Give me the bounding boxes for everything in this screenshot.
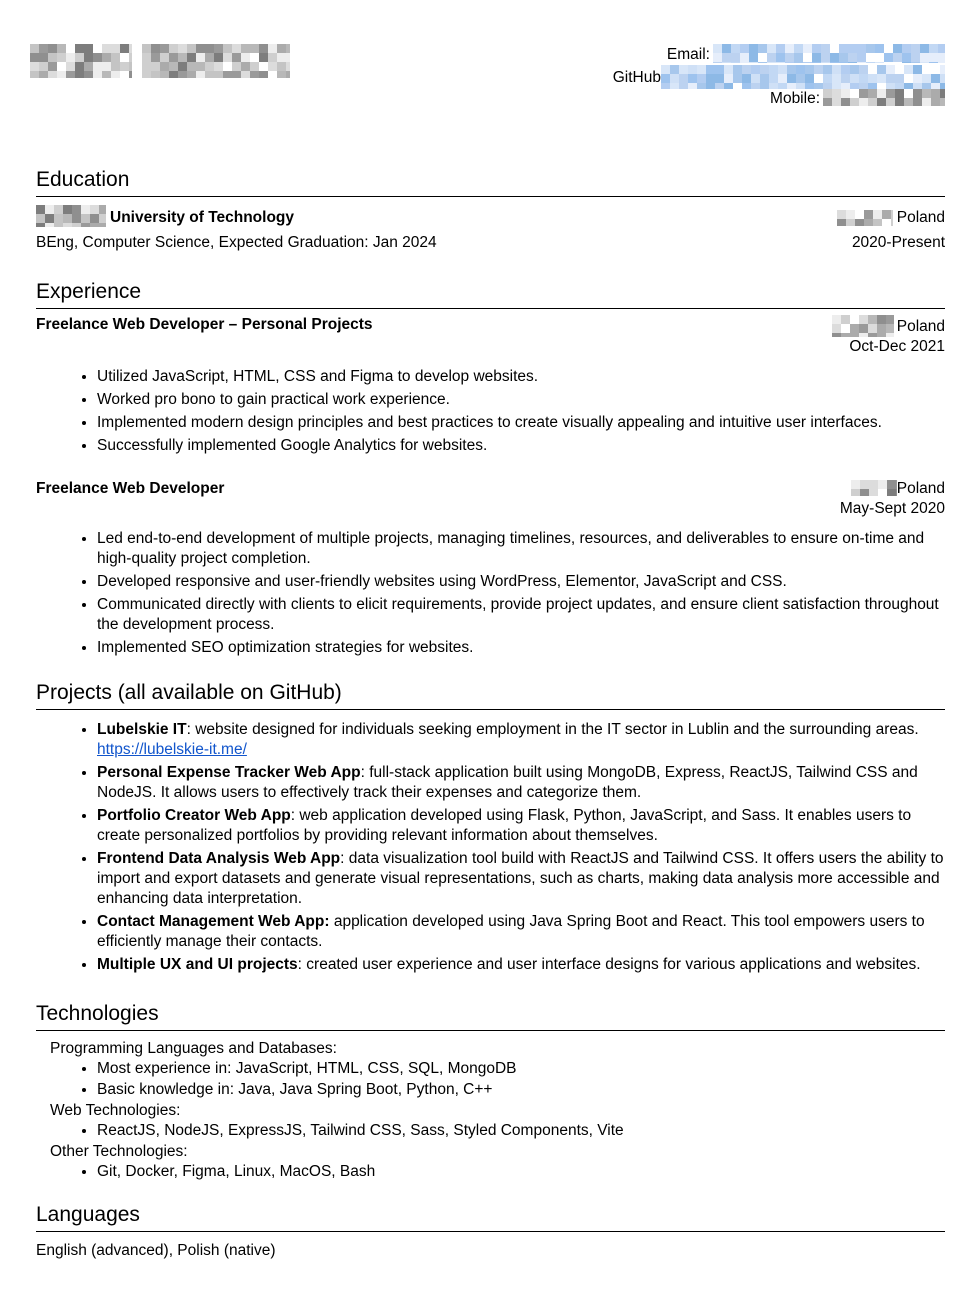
tech-bullet: • Basic knowledge in: Java, Java Spring Boot, Python, C++ bbox=[97, 1080, 945, 1100]
job-meta bbox=[840, 479, 945, 519]
tech-bullets bbox=[36, 1121, 945, 1141]
tech-group-label: Web Technologies: bbox=[50, 1102, 181, 1119]
project-name: Personal Expense Tracker Web App bbox=[97, 764, 361, 781]
job-title: Freelance Web Developer – Personal Projects bbox=[36, 316, 373, 333]
project-item bbox=[97, 955, 945, 975]
project-description: : data visualization tool build with ReactJS and Tailwind CSS. It offers users the ability to import and export datasets and generate visual representations, such as charts, making data analysis more accessible and enhancing data interpretation. bbox=[97, 850, 944, 907]
candidate-name-redacted bbox=[30, 44, 290, 78]
job-country: Poland bbox=[896, 480, 945, 497]
projects-title: Projects (all available on GitHub) bbox=[36, 680, 945, 710]
job-dates: Oct-Dec 2021 bbox=[849, 338, 945, 355]
mobile-value-redacted bbox=[823, 89, 945, 106]
project-link[interactable]: https://lubelskie-it.me/ bbox=[97, 741, 247, 758]
job-head bbox=[36, 315, 945, 357]
job-bullet: • Implemented modern design principles and best practices to create visually appealing and intuitive user interfaces. bbox=[97, 413, 945, 433]
technologies-title: Technologies bbox=[36, 1001, 945, 1031]
job-bullet: • Worked pro bono to gain practical work experience. bbox=[97, 390, 945, 410]
education-title: Education bbox=[36, 167, 945, 197]
project-description: application developed using Java Spring Boot and React. This tool empowers users to efficiently manage their contacts. bbox=[97, 913, 925, 950]
job-head bbox=[36, 479, 945, 519]
job-bullet: • Successfully implemented Google Analytics for websites. bbox=[97, 436, 945, 456]
job-entry-1 bbox=[36, 315, 945, 456]
email-value-redacted bbox=[713, 44, 945, 63]
tech-group-web bbox=[36, 1101, 945, 1141]
institution-name: University of Technology bbox=[110, 209, 295, 226]
institution-city-redacted bbox=[36, 205, 106, 227]
job-city-redacted bbox=[832, 315, 894, 337]
project-name: Multiple UX and UI projects bbox=[97, 956, 298, 973]
job-dates: May-Sept 2020 bbox=[839, 500, 945, 517]
job-bullets bbox=[36, 367, 945, 456]
education-degree: BEng, Computer Science, Expected Graduation: Jan 2024 bbox=[36, 234, 437, 251]
tech-bullet: • Most experience in: JavaScript, HTML, CSS, SQL, MongoDB bbox=[97, 1059, 945, 1079]
contact-mobile-row bbox=[613, 89, 945, 109]
contact-email-row bbox=[613, 44, 945, 65]
project-name: Portfolio Creator Web App bbox=[97, 807, 291, 824]
project-item bbox=[97, 763, 945, 803]
section-technologies bbox=[36, 1001, 945, 1182]
job-bullet: • Implemented SEO optimization strategies for websites. bbox=[97, 638, 945, 658]
job-title: Freelance Web Developer bbox=[36, 480, 225, 497]
education-location bbox=[837, 208, 945, 228]
contact-info bbox=[613, 44, 945, 109]
job-bullet: • Communicated directly with clients to elicit requirements, provide project updates, and ensure client satisfaction throughout the development process. bbox=[97, 595, 945, 635]
education-dates: 2020-Present bbox=[851, 234, 945, 251]
section-experience bbox=[36, 279, 945, 658]
education-country: Poland bbox=[896, 209, 945, 226]
project-description: : full-stack application built using MongoDB, Express, ReactJS, Tailwind CSS and NodeJS. It allows users to effectively track their expenses and categorize them. bbox=[97, 764, 918, 801]
job-city-redacted bbox=[851, 480, 897, 496]
education-city-redacted bbox=[837, 210, 893, 226]
section-projects bbox=[36, 680, 945, 975]
experience-title: Experience bbox=[36, 279, 945, 309]
project-description: : web application developed using Flask, Python, JavaScript, and Sass. It enables users to create personalized portfolios by providing relevant information about themselves. bbox=[97, 807, 912, 844]
project-item bbox=[97, 849, 945, 909]
project-item bbox=[97, 912, 945, 952]
tech-bullets bbox=[36, 1162, 945, 1182]
name-first-redacted bbox=[30, 44, 132, 78]
github-label: GitHub bbox=[612, 69, 661, 86]
education-institution-row bbox=[36, 205, 945, 228]
education-degree-row bbox=[36, 233, 945, 253]
tech-group-label: Other Technologies: bbox=[50, 1143, 188, 1160]
tech-group-other bbox=[36, 1142, 945, 1182]
project-description: : created user experience and user interface designs for various applications and websites. bbox=[297, 956, 921, 973]
project-name: Frontend Data Analysis Web App bbox=[97, 850, 341, 867]
technologies-content bbox=[36, 1039, 945, 1182]
project-item bbox=[97, 806, 945, 846]
project-name: Lubelskie IT bbox=[97, 721, 187, 738]
name-last-redacted bbox=[142, 44, 290, 78]
job-bullet: • Developed responsive and user-friendly websites using WordPress, Elementor, JavaScript and CSS. bbox=[97, 572, 945, 592]
education-institution bbox=[36, 205, 294, 228]
job-entry-2 bbox=[36, 479, 945, 658]
project-description: : website designed for individuals seeking employment in the IT sector in Lublin and the surrounding areas. bbox=[186, 721, 919, 738]
header bbox=[36, 0, 945, 109]
github-value-redacted bbox=[661, 65, 945, 89]
job-bullet: • Led end-to-end development of multiple projects, managing timelines, resources, and deliverables to ensure on-time and high-quality project completion. bbox=[97, 529, 945, 569]
job-meta bbox=[832, 315, 945, 357]
project-item bbox=[97, 720, 945, 760]
job-bullet: • Utilized JavaScript, HTML, CSS and Figma to develop websites. bbox=[97, 367, 945, 387]
job-country: Poland bbox=[896, 318, 945, 335]
job-bullets bbox=[36, 529, 945, 658]
contact-github-row bbox=[613, 65, 945, 89]
tech-group-label: Programming Languages and Databases: bbox=[50, 1040, 337, 1057]
job-location bbox=[832, 315, 945, 337]
section-languages bbox=[36, 1202, 945, 1261]
languages-text: English (advanced), Polish (native) bbox=[36, 1242, 276, 1259]
projects-list bbox=[36, 720, 945, 975]
languages-title: Languages bbox=[36, 1202, 945, 1232]
section-education bbox=[36, 167, 945, 253]
tech-bullet: • Git, Docker, Figma, Linux, MacOS, Bash bbox=[97, 1162, 945, 1182]
email-label: Email: bbox=[666, 46, 710, 63]
tech-group-programming bbox=[36, 1039, 945, 1100]
mobile-label: Mobile: bbox=[770, 90, 820, 107]
tech-bullet: • ReactJS, NodeJS, ExpressJS, Tailwind CSS, Sass, Styled Components, Vite bbox=[97, 1121, 945, 1141]
tech-bullets bbox=[36, 1059, 945, 1100]
job-location bbox=[840, 479, 945, 499]
project-name: Contact Management Web App: bbox=[97, 913, 330, 930]
